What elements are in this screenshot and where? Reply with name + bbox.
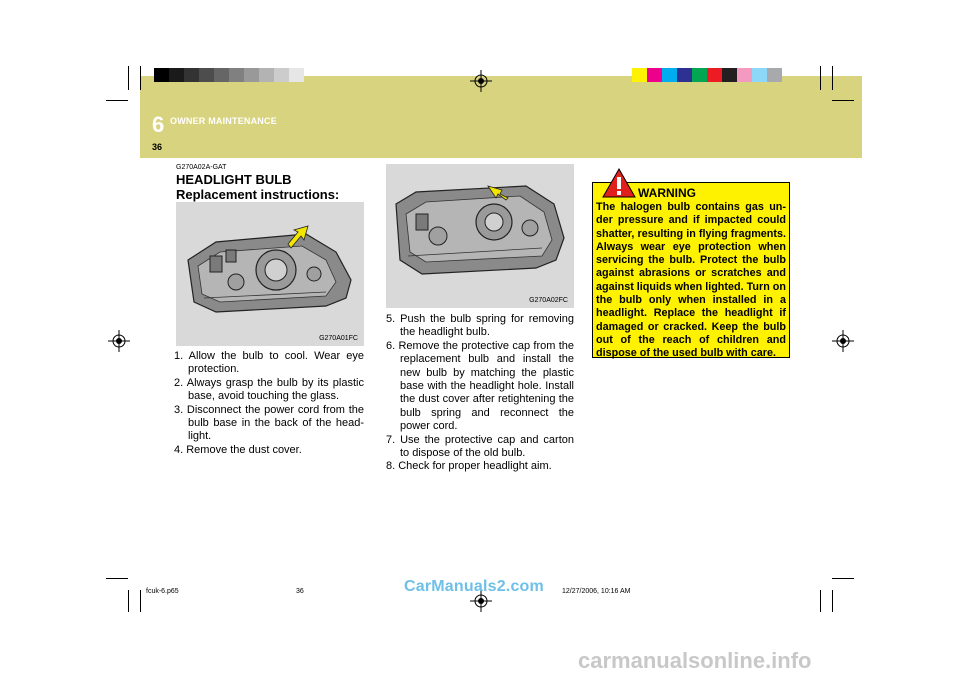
- heading-line: Replacement instructions:: [176, 187, 340, 202]
- brand-logo[interactable]: CarManuals2.com: [404, 578, 544, 595]
- watermark: carmanualsonline.info: [578, 648, 812, 673]
- section-number: 6: [152, 112, 165, 137]
- headlight-figure-2: [386, 164, 574, 308]
- crop-mark: [140, 66, 141, 90]
- headlight-figure-1: [176, 202, 364, 346]
- list-item: 7. Use the protective cap and carton to dispose of the old bulb.: [386, 433, 574, 460]
- page-number: 36: [152, 142, 163, 152]
- crop-mark: [820, 66, 821, 90]
- crop-mark: [128, 66, 129, 90]
- figure-label: G270A01FC: [319, 335, 358, 342]
- headlight-assembly-illustration: [176, 202, 364, 346]
- crop-mark: [832, 66, 833, 90]
- registration-mark-icon: [832, 330, 854, 352]
- list-item: 3. Disconnect the power cord from the bulb base in the back of the head-light.: [174, 403, 364, 443]
- heading-line: HEADLIGHT BULB: [176, 172, 292, 187]
- list-item: 2. Always grasp the bulb by its plastic base, avoid touching the glass.: [174, 376, 364, 403]
- registration-mark-icon: [470, 70, 492, 92]
- footer-file: fcuk-6.p65: [146, 588, 179, 595]
- crop-mark: [832, 578, 854, 579]
- steps-list-1: [174, 350, 364, 457]
- list-item: 6. Remove the protective cap from the replacement bulb and install the new bulb by matching the plastic base with the headlight hole. Install the dust cover after retightening the bulb spring and reconnect the power cord.: [386, 339, 574, 433]
- warning-triangle-icon: [602, 168, 636, 198]
- color-swatches: [632, 68, 782, 82]
- warning-title: WARNING: [638, 186, 696, 200]
- gray-swatches: [154, 68, 304, 82]
- margin-band: [140, 76, 154, 86]
- list-item: 1. Allow the bulb to cool. Wear eye protection.: [174, 350, 364, 376]
- section-code: G270A02A-GAT: [176, 164, 227, 171]
- crop-mark: [106, 100, 128, 101]
- figure-label: G270A02FC: [529, 297, 568, 304]
- warning-text: The halogen bulb contains gas un-der pressure and if impacted could shatter, resulting in flying fragments. Always wear eye protection when servicing the bulb. Protect the bulb against abrasions or scratches and against liquids when lighted. Turn on the bulb only when installed in a headlight. Replace the headlight if damaged or cracked. Keep the bulb out of the reach of children and dispose of the used bulb with care.: [596, 201, 786, 360]
- footer-timestamp: 12/27/2006, 10:16 AM: [562, 588, 631, 595]
- crop-mark: [820, 590, 821, 612]
- crop-mark: [140, 590, 141, 612]
- section-title: OWNER MAINTENANCE: [170, 116, 277, 126]
- crop-mark: [832, 590, 833, 612]
- steps-list-2: [386, 313, 574, 474]
- crop-mark: [832, 100, 854, 101]
- footer-page: 36: [296, 588, 304, 595]
- crop-mark: [106, 578, 128, 579]
- list-item: 8. Check for proper headlight aim.: [386, 460, 552, 473]
- registration-mark-icon: [108, 330, 130, 352]
- headlight-assembly-illustration: [386, 164, 574, 308]
- list-item: 4. Remove the dust cover.: [174, 443, 302, 456]
- crop-mark: [128, 590, 129, 612]
- page-title: [176, 172, 339, 202]
- list-item: 5. Push the bulb spring for removing the headlight bulb.: [386, 313, 574, 339]
